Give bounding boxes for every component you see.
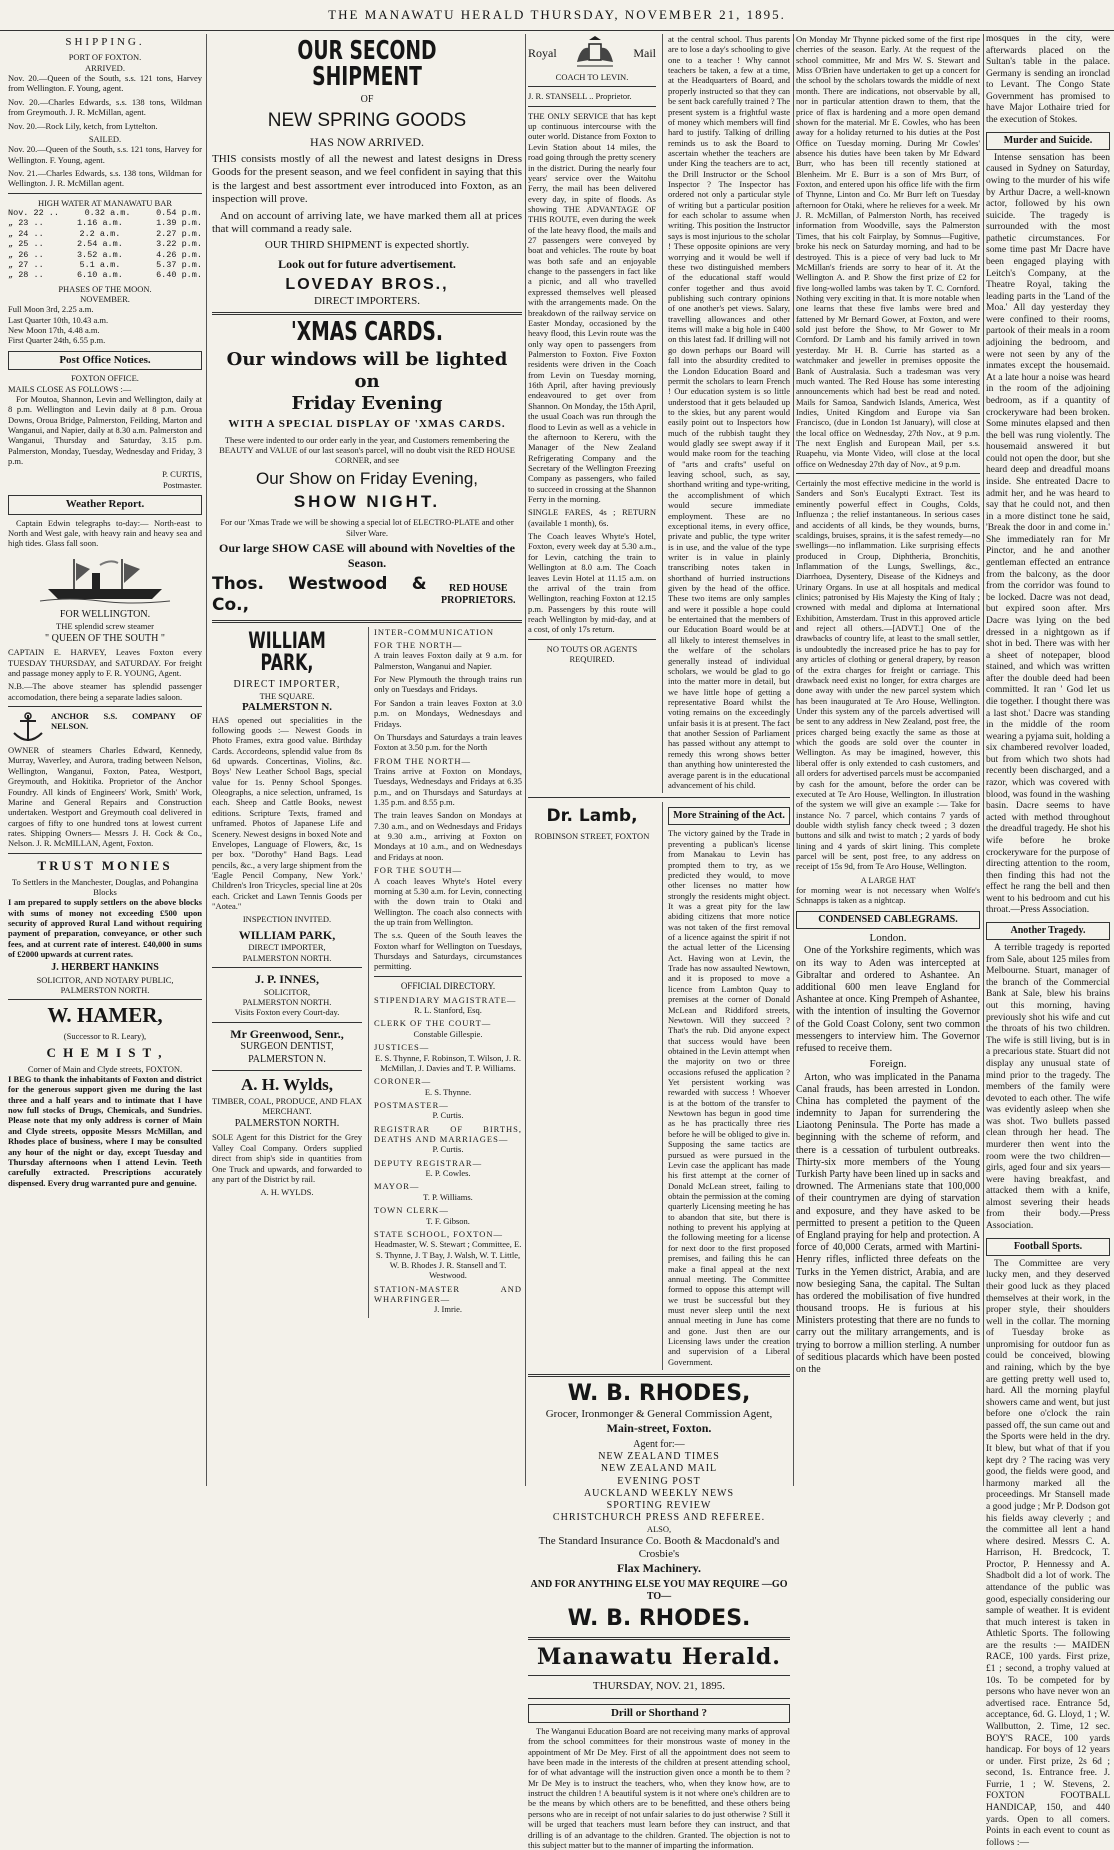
directory-office: STIPENDIARY MAGISTRATE— [374, 994, 517, 1005]
london-news: One of the Yorkshire regiments, which was on its way to Aden was intercepted at Gibraltar and ordered to Ashantee. An additional 600 men leave England for Ashantee at once. King Prempeh of Ashantee, with the intention of insulting the Governor of the Gold Coast Colony, sent two common messengers to interview him. The Governor refused to receive them. [796, 945, 980, 1054]
moon-phase: Last Quarter 10th, 10.43 a.m. [8, 314, 109, 325]
local-news: On Monday Mr Thynne picked some of the first ripe cherries of the season. Early. At the request of the school committee, Mr and Mrs W. S. Stewart and Miss O'Brien have undertaken to get up a concert for the school by the scholars towards the middle of next month. There are indications, not observable by all, nor in particular attention drawn to them, that the price of flax is hardening and a more open demand shown for the material. Mr E. Cowles, who has been away for a holiday returned to his duties at the Post Office on Tuesday morning. During Mr Cowles' absence his duties have been taken by Mr Edward Burr, who has been till recently stationed at Blenheim. Mr E. Burr is a son of Mrs Burr, of Foxton, and entered upon his office life with the firm of Thynne, Linton and Co. Mr Burr left on Tuesday afternoon for Otaki, where he relieves for a week. Mr J. R. McMillan, of Palmerston North, has received information from Woodville, says the Palmerston Times, that his colt Fairplay, by Somnus—Fugitive, broke his neck on Saturday morning, and had to be destroyed. This is a piece of very bad luck to Mr McMillan's friends are sorry to hear of it. At the Wellington A. and P. Show the first prize of £2 for five long-wolled lambs was taken by T. C. Cornford. Nothing very exciting in that. It is more notable when one learns that these five lambs were bred and fattened by Mr Bernard Gower, at Foxton, and were sold just before the Show, to Mr Gower to Mr Cornford. Dr Lamb and his family arrived in town yesterday. Mr H. B. Currie has started as a watchmaker and jeweller in premises opposite the Bank of Australasia. Such a tradesman was very much wanted. The Red House has some interesting announcements which had best be read and noted. Mails for Samoa, Sandwich Islands, America, West Indies, United Kingdom and Europe via San Francisco, (due in London 1st January), will close at the local office on Wednesday, 27th Nov., at 9 p.m. The next English and European Mail, per s.s. Ruapehu, via Monte Video, will close at the local office on Wednesday 27th day of Nov., at 9 p.m. [796, 34, 980, 469]
cablegrams-heading: CONDENSED CABLEGRAMS. [796, 911, 980, 929]
column-rule [983, 34, 984, 1486]
innes-role: SOLICITOR, [263, 986, 311, 997]
arrived-label: ARRIVED. [85, 62, 125, 73]
tide-row [8, 270, 202, 280]
tide-cell: 6.40 p.m. [156, 270, 202, 281]
royal-label: Royal [528, 45, 557, 60]
third-shipment: OUR THIRD SHIPMENT is expected shortly. [264, 239, 470, 252]
timetable-item: A coach leaves Whyte's Hotel every morning at 5.30 a.m. for Levin, connecting with the down train to Otaki and Wellington. The coach also connects with the up train from Wellington. [374, 875, 522, 927]
rhodes-role: Grocer, Ironmonger & General Commission Agent, [545, 1407, 773, 1420]
dentist-name: Mr Greenwood, Senr., [230, 1026, 344, 1041]
newspaper-agency: EVENING POST [617, 1475, 701, 1487]
inter-heading: INTER-COMMUNICATION [374, 626, 495, 637]
football-article: The Committee are very lucky men, and they deserved their good luck as they placed themselves at their work, in the proper style, their shoulders well in the collar. The morning of Tuesday broke as unpromising for outdoor fun as could be conceived, blowing and raining, which by the bye are getting pretty well used to, hard. All the morning playful showers came and went, but just before one o'clock the rain passed off, the sun came out and the Sports were held in the dry. It blew, but what of that if you kept dry ? The racing was very good, the fields were good, and harmony marked all the proceedings. Mr Stansell made a good judge ; Mr P. Dodson got his fields away cleverly ; and the committee all lent a hand where desired. Messrs C. A. Harrison, H. Bredcock, T. Proctor, P. Hennessy and A. Shadbolt did a lot of work. The attendance of the public was good, especially considering our sample of weather. It is evident that much interest is taken in Athletic Sports. The following are the results :— MAIDEN RACE, 100 yards. First prize, £1 ; second, a trophy valued at 10s. To be competed for by persons who have never won an advertised race. Entrance 5d, acceptance, 6d. G. Lloyd, 1 ; W. Wallbutton, 2. Time, 12 sec. BOY'S RACE, 100 yards handicap. For boys of 12 years or under. First prize, 2s 6d ; second, 1s. Entrance free. J. Furrie, 1 ; W. Stevens, 2. FOXTON FOOTBALL HANDICAP, 150, and 440 yards. Open to all comers. Points in each event to count as follows :— [986, 1258, 1110, 1848]
wylds-name: A. H. Wylds, [240, 1074, 334, 1094]
tide-row [8, 260, 202, 270]
editorial-text: at the central school. Thus parents are to lose a day's schooling to give one to a teacher ! Why cannot teachers be taken, a few at a time, at the Headquarters of Board, and properly instructed so that they can be sent back carefully trained ? The present system is a frightful waste of money which members will find hard to justify. Talking of drilling reminds us to ask the Board to ascertain whether the teachers are under King the teachers are to act, the Drill Instructor or the School Inspector ? The Inspector has ordered not only a particular style of writing but a particular position for each scholar to assume when writing. This position the Instructor says is most injurious to the scholar ! These opposite opinions are very worrying and it would be well if these two distinguished members of the educational staff would confer together and thus avoid publishing such contrary opinions of one another's pet views. Salary, travelling allowances and other items will make a big hole in £400 on this latest fad. If drilling will not go down perhaps our Board will fall into the absurdity credited to the London Education Board and permit the scholars to learn French ! Our education system is so little understood that it gets belauded up to the skies, but any parent would easily point out to Inspectors how much of the rubbish taught they would gladly see swept away if it would make room for the teaching of "arts and crafts" useful on leaving school, such, as say, shorthand writing and type-writing, the accomplishment of which would secure immediate employment. These are no exceptional items, in every office, private and public, the type writer is in use, and the value of the type writer is in value in plainly transcribing notes taken in shorthand of hurried instructions given by the head of the office. These two items are only samples and were it possible a hope could be entertained that the members of our Education Board would be at all likely to interest themselves in the welfare of the scholars generally instead of individual scholars, we would be glad to go into the matter more in detail, but we have little hope of getting a representative Board whilst the voting remains on the exceedingly unfair basis it is at present. The fact that another Session of Parliament has passed without any attempt to remedy this wrong shows better than anything how uninterested the average parent is in the educational advancement of his child. [668, 34, 790, 790]
tide-row [8, 250, 202, 260]
lookout-line: Look out for future advertisement. [278, 256, 456, 271]
coach-heading: COACH TO LEVIN. [555, 72, 629, 82]
tide-cell: 2.27 p.m. [156, 228, 202, 239]
directory-office: REGISTRAR OF BIRTHS, DEATHS AND MARRIAGES— [374, 1123, 522, 1145]
shipment-headline: OUR SECOND SHIPMENT [297, 36, 437, 92]
tide-row [8, 208, 202, 218]
newspaper-nameplate: Manawatu Herald. [537, 1644, 781, 1671]
trust-details: I am prepared to supply settlers on the above blocks with sums of money not exceeding £500 upon security of approved Rural Land without requiring payment of preparation, conveyance, or other such fees, and at current rate of interest. £40,000 in sums of £2000 upwards at current rates. [8, 897, 202, 960]
dentist-town: PALMERSTON N. [248, 1053, 326, 1065]
timetable-item: For New Plymouth the through trains run only on Tuesdays and Fridays. [374, 674, 522, 695]
shipment-of: OF [360, 94, 374, 105]
directory-office: STATION-MASTER AND WHARFINGER— [374, 1283, 522, 1305]
tide-cell: „ 23 .. [8, 218, 44, 229]
hamer-role: C H E M I S T , [46, 1044, 164, 1060]
murder-heading: Murder and Suicide. [986, 132, 1110, 150]
tide-row [8, 239, 202, 249]
hankins-role: SOLICITOR, AND NOTARY PUBLIC, [36, 974, 174, 985]
show-headline: Our Show on Friday Evening, [255, 468, 479, 488]
directory-office: DEPUTY REGISTRAR— [374, 1157, 483, 1168]
directory-holder: R. L. Stanford, Esq. [414, 1005, 482, 1016]
tide-cell: Nov. 22 .. [8, 208, 60, 219]
football-heading: Football Sports. [986, 1238, 1110, 1256]
south-label: FOR THE SOUTH— [374, 865, 462, 876]
steamer-name: " QUEEN OF THE SOUTH " [45, 633, 165, 645]
directory-holder: Constable Gillespie. [413, 1028, 483, 1039]
wylds-role: TIMBER, COAL, PRODUCE, AND FLAX MERCHANT. [212, 1095, 362, 1116]
arrival-item: Nov. 20.—Queen of the South, s.s. 121 tons, Harvey from Wellington. F. Young, agent. [8, 73, 202, 94]
directory-holder: P. Curtis. [432, 1110, 464, 1121]
from-north-label: FROM THE NORTH— [374, 755, 471, 766]
arrival-item: Nov. 20.—Charles Edwards, s.s. 138 tons, Wildman from Greymouth. J. R. McMillan, agent. [8, 96, 202, 118]
hamer-subheading: (Successor to R. Leary), [63, 1031, 147, 1042]
tide-cell: 1.39 p.m. [156, 218, 202, 229]
postmaster-role: Postmaster. [163, 479, 202, 490]
newspaper-agency: NEW ZEALAND MAIL [600, 1463, 718, 1475]
column-2 [212, 34, 522, 1486]
directory-office: STATE SCHOOL, FOXTON— [374, 1228, 504, 1239]
rhodes-name-2: W. B. RHODES. [567, 1606, 751, 1632]
directory-office: CORONER— [374, 1076, 432, 1087]
directory-office: CLERK OF THE COURT— [374, 1018, 492, 1029]
tide-cell: „ 27 .. [8, 259, 44, 270]
lamb-name: Dr. Lamb, [546, 806, 638, 827]
mails-close: MAILS CLOSE AS FOLLOWS :— [8, 383, 132, 394]
arrived-headline: HAS NOW ARRIVED. [309, 135, 425, 150]
tragedy-article: A terrible tragedy is reported from Sale, about 125 miles from Melbourne. Stuart, manager of the branch of the Commercial Bank at Sale, blew his brains out this morning, having previously shot his wife and cut the throats of his two children. The wife is still living, but is in a precarious state. Stuart did not display any unusual state of mind prior to the tragedy. The members of the family were devoted to each other. The wife was evidently asleep when she was shot. Two bullets passed clean through her head. The murderer then went into the room were the two children—girls, aged four and six years—were having breakfast, and attacked them with a knife, almost severing their heads from their body.—Press Association. [986, 943, 1110, 1232]
hamer-details: I BEG to thank the inhabitants of Foxton and district for the generous support given me during the last three and a half years and to intimate that I have now full stocks of Drugs, Chemicals, and Sundries. Please note that my only address is corner of Main and Clyde streets, opposite Messrs McMillan, and Rhodes place of business, where I may be consulted any hour of the night or day, except Tuesday and Thursday afternoons when I attend Levin. Teeth carefully extracted. Prescriptions accurately dispensed. Every drug warranted pure and genuine. [8, 1074, 202, 1188]
foreign-heading: Foreign. [869, 1058, 907, 1071]
arrival-item: Nov. 20.—Rock Lily, ketch, from Lyttelton. [8, 120, 158, 131]
weather-heading: Weather Report. [8, 495, 202, 514]
dentist-role: SURGEON DENTIST, [240, 1041, 334, 1053]
windows-headline: Our windows will be lighted on [226, 349, 508, 393]
timetable-item: The train leaves Sandon on Mondays at 7.30 a.m., and on Wednesdays and Fridays at 9.30 a.m., arriving at Foxton on Mondays at 10 a.m., and on Wednesdays and Fridays at noon. [374, 810, 522, 862]
postmaster-name: P. CURTIS, [162, 469, 202, 480]
column-rule [206, 34, 207, 1486]
straining-heading: More Straining of the Act. [668, 807, 790, 825]
innes-town: PALMERSTON NORTH. [242, 997, 332, 1008]
anchor-heading: ANCHOR S.S. COMPANY OF NELSON. [51, 711, 202, 732]
moon-heading: PHASES OF THE MOON. [58, 283, 152, 294]
timetable-item: For Sandon a train leaves Foxton at 3.0 p.m. on Mondays, Wednesdays and Fridays. [374, 697, 522, 729]
tragedy-heading: Another Tragedy. [986, 922, 1110, 940]
anchor-icon [8, 711, 48, 745]
moon-month: NOVEMBER. [80, 293, 130, 304]
coach-advert [528, 34, 656, 793]
column-5 [986, 34, 1110, 1848]
shipping-heading: SHIPPING. [65, 36, 145, 48]
drill-article: The Wanganui Education Board are not receiving many marks of approval from the school committees for their monstrous waste of money in the appointment of Mr De Mey. First of all the appointment does not seem to have been made in the interests of the children at present attending school, for of what advantage will the instruction given once a month be to them ? Mr De Mey is to instruct the teachers, who, when they know how, are to instruct the children ! A beautiful system is it not where one's children are to be the means by which others are to be benefitted, and these others being persons who are in receipt of not unfair salaries to do just otherwise ? Still it will be urged that teachers must learn before they can instruct, and that drilling is of an advantage to the children. Granted. The objection is not to this subject matter but to the manner of imparting the information. [528, 1725, 790, 1850]
rhodes-name: W. B. RHODES, [567, 1381, 751, 1407]
moon-phase: First Quarter 24th, 6.55 p.m. [8, 335, 106, 346]
foreign-news: Arton, who was implicated in the Panama Canal frauds, has been arrested in London. China has completed the payment of the indemnity to Japan for surrendering the Liaotong Peninsula. The Porte has made a beginning with the scheme of reform, and there is a cessation of turbulent outbreaks. Thirty-six more members of the Young Turkish Party have been lined up in sacks and drowned. The Armenians state that 100,000 of their countrymen are dying of starvation and exposure, and they have asked to be permitted to present a petition to the Queen of England praying for help and protection. A force of 40,000 Cerats, armed with Martini-Henry rifles, inflicted three defeats on the Turks in the Yemen district, Arabia, and are now besieging Sana, the capital. The Sultan has ordered the mobilisation of five hundred thousand troops. He is furious at his Ministers protesting that there are no funds to carry out the military arrangements, and is trying to borrow a million sterling. A number of seditious placards which have been posted on the [796, 1071, 980, 1376]
wylds-town: PALMERSTON NORTH. [234, 1118, 340, 1130]
tide-cell: 6.10 a.m. [76, 270, 123, 281]
coach-schedule: The Coach leaves Whyte's Hotel, Foxton, every week day at 5.30 a.m., for Levin, catching the train to Wellington at 8.0 a.m. The Coach leaves Levin Hotel at 11.15 a.m. on the arrival of the train from Wellington, reaching Foxton at 12.15 p.m. Passengers by this route will reach Wellington by mid-day, and at a cost, of only 17s return. [528, 531, 656, 635]
steamer-note: N.B.—The above steamer has splendid passenger accomodation, there being a separate ladies saloon. [8, 681, 202, 702]
london-heading: London. [869, 932, 907, 945]
timetable-item: A train leaves Foxton daily at 9 a.m. for Palmerston, Wanganui and Napier. [374, 650, 522, 671]
trust-subheading: To Settlers in the Manchester, Douglas, and Pohangina Blocks [11, 876, 199, 897]
column-1 [8, 34, 202, 1486]
timetable-item: The s.s. Queen of the South leaves the Foxton wharf for Wellington on Tuesdays, Thursdays and Saturdays, circumstances permitting. [374, 930, 522, 972]
tide-row [8, 229, 202, 239]
park-advert [212, 627, 362, 1318]
newspaper-agency: SPORTING REVIEW [606, 1499, 712, 1511]
royal-coat-of-arms-icon [573, 34, 617, 72]
park-role: DIRECT IMPORTER, [233, 678, 341, 690]
tide-heading: HIGH WATER AT MANAWATU BAR [37, 197, 173, 208]
show-case-line: Our large SHOW CASE will abound with Novelties of the Season. [219, 540, 515, 570]
large-hat-heading: A LARGE HAT [860, 874, 916, 885]
park-name: WILLIAM PARK, [248, 628, 326, 676]
loveday-name: LOVEDAY BROS., [285, 276, 449, 294]
sailing-item: Nov. 21.—Charles Edwards, s.s. 138 tons, Wildman for Wellington. J. R. McMillan agent. [8, 168, 202, 189]
newspaper-agency: CHRISTCHURCH PRESS AND REFEREE. [552, 1512, 766, 1524]
tide-cell: 5.37 p.m. [156, 259, 202, 270]
port-heading: PORT OF FOXTON. [68, 52, 142, 63]
westwood-name: Thos. Westwood & Co., [212, 574, 427, 615]
wellington-heading: FOR WELLINGTON. [59, 608, 151, 620]
trust-heading: TRUST MONIES [37, 857, 173, 873]
weather-report: Captain Edwin telegraphs to-day:— North-east to North and West gale, with heavy rain and heavy sea and high tides. Glass fall soon. [8, 517, 202, 549]
no-touts: NO TOUTS OR AGENTS REQUIRED. [546, 643, 638, 665]
red-house-proprietors: RED HOUSE PROPRIETORS. [440, 582, 516, 606]
column-3 [528, 34, 790, 1850]
tide-cell: 3.22 p.m. [156, 239, 202, 250]
post-office-name: FOXTON OFFICE. [71, 373, 139, 384]
directory-holder: T. F. Gibson. [426, 1215, 470, 1226]
park-town-2: PALMERSTON NORTH. [242, 952, 332, 963]
wylds-details: SOLE Agent for this District for the Grey Valley Coal Company. Orders supplied direct from ship's side in quantities from One Truck and upwards, and forwarded to any part of the District by rail. [212, 1132, 362, 1184]
directory-office: TOWN CLERK— [374, 1205, 449, 1216]
directory-office: POSTMASTER— [374, 1099, 449, 1110]
directory-holder: T. P. Williams. [423, 1191, 473, 1202]
park-town: PALMERSTON N. [241, 701, 333, 714]
directory-holder: E. S. Thynne. [424, 1086, 472, 1097]
coach-fares: SINGLE FARES, 4s ; RETURN (available 1 month), 6s. [528, 507, 656, 528]
tide-row [8, 218, 202, 228]
straining-article: The victory gained by the Trade in preventing a publican's license from Manakau to Levin has prompted them to try, as we predicted they would, to move other licenses no matter how strongly the residents might object. It was a great pity for the law abiding citizens that more notice was not taken of the first removal of a licence against the spirit if not the actual letter of the Licensing Act. Having won at Levin, the Trade has now assaulted Newtown, and it is proposed to move a licence from Lambton Quay to premises at the corner of Donald McLean and Riddiford streets, Newtown. Will they succeed ? That's the rub. Did anyone expect that success would have been obtained in the Levin attempt when the majority on two or three occasions refused the application ? Yet persistent working was rewarded with success ! Whoever is at the bottom of the transfer to Newtown has begun in good time as he has practically three ries before he will be obliged to give in. Supposing the same tactics are pursued as were pursued in the Levin case the applicant has made his first attempt at the corner of Donald McLean street, failing to obtain the permission at the coming quarterly Licensing meeting he has to abandon that site, but there is nothing to prevent his applying at the following meeting for a license for next door to the first proposed premises, and failing this he can make a final appeal at the next annual meeting. The Committee formed to oppose this attempt will we trust be successful but they must never sleep until the next annual meeting in June has come and gone. Just then are our Licensing laws under the creation and supervision of a Liberal Government. [668, 828, 790, 1367]
hankins-town: PALMERSTON NORTH. [60, 985, 150, 995]
innes-name: J. P. INNES, [255, 972, 319, 987]
foreign-news-continued: mosques in the city, were afterwards placed on the Sultan's table in the palace. Germany is sending an ironclad to Levant. The Congo State Government has promised to have Major Lothaire tried for the execution of Stokes. [986, 34, 1110, 126]
tide-cell: 4.26 p.m. [156, 249, 202, 260]
anything-else: AND FOR ANYTHING ELSE YOU MAY REQUIRE —GO TO— [530, 1579, 788, 1603]
tide-cell: 0.54 p.m. [156, 208, 202, 219]
lamb-address: ROBINSON STREET, FOXTON [534, 830, 650, 841]
advertorial-text: Certainly the most effective medicine in the world is Sanders and Son's Eucalypti Extract. Test its eminently powerful effect in Coughs, Colds, Influenza ; the relief instantaneous. In serious cases and accidents of all kinds, be they wounds, burns, scaldings, bruises, sprains, it is the safest remedy—no swellings—no inflammation. Like surprising effects produced in Croup, Diphtheria, Bronchitis, Inflammation of the Lungs, Swellings, &c., Diarrhoea, Dysentery, Disease of the Kidneys and Urinary Organs. In use at all hospitals and medical clinics; patronised by His Majesty the King of Italy ; crowned with medal and diploma at International Exhibition, Amsterdam. Trust in this approved article and reject all others.—[ADVT.] One of the drawbacks of country life, at least to the small settler, is undoubtedly the increased price he has to pay for any articles of clothing or general drapery, by reason of the extra charges for freight or carriage. This drawback need exist no longer, for extra charges are done away with under the new parcel system which has been inaugurated at Te Aro House, Wellington. Under this system any of the parcels advertised will be sent to any address in New Zealand, post free, the prices charged being exactly the same as those at which the goods are sold over the counter in Wellington. As may be imagined, however, this liberal offer is only extended to cash customers, and all orders for advertised parcels must be accompanied by cash for the amount, before the order can be executed at Te Aro House, Wellington. In illustration of the system we will give an example :— Take for instance No. 7 parcel, which contains 7 yards of double width stylish fancy check tweed ; 3 dozen buttons and silk and twist to match ; 2 yards of body lining and 4 yards of skirt lining. This complete parcel will be sent, post free, to any address on receipt of 15s 9d, from Te Aro House, Wellington. [796, 478, 980, 872]
post-office-heading: Post Office Notices. [8, 351, 202, 370]
official-directory-heading: OFFICIAL DIRECTORY. [400, 980, 496, 991]
timetable-item: On Thursdays and Saturdays a train leaves Foxton at 3.50 p.m. for the North [374, 731, 522, 753]
directory-holder: P. Curtis. [432, 1144, 464, 1155]
moon-phase: Full Moon 3rd, 2.25 a.m. [8, 304, 94, 315]
tide-cell: 0.32 a.m. [84, 208, 131, 219]
directory-holder: Headmaster, W. S. Stewart ; Committee, E. S. Thynne, J. T Bay, J. Walsh, W. T. Little, W. B. Rhodes J. R. Stansell and T. Westwood. [374, 1239, 522, 1281]
loveday-role: DIRECT IMPORTERS. [313, 294, 421, 307]
tide-cell: 3.52 a.m. [76, 249, 123, 260]
tide-cell: 5.1 a.m. [79, 259, 121, 270]
tide-cell: 1.16 a.m. [76, 218, 123, 229]
directory-office: MAYOR— [374, 1181, 420, 1192]
tide-cell: „ 25 .. [8, 239, 44, 250]
column-4 [796, 34, 980, 1486]
column-rule [793, 34, 794, 1486]
also-label: ALSO, [646, 1524, 672, 1535]
friday-headline: Friday Evening [291, 393, 443, 415]
hamer-name: W. HAMER, [47, 1003, 163, 1028]
directory-holder: J. Imrie. [433, 1304, 463, 1315]
anchor-details: OWNER of steamers Charles Edward, Kennedy, Murray, Waverley, and Aurora, trading between Nelson, Wellington, Wanganui, Foxton, Patea, Westport, Greymouth, and Hokitika. Proprietor of the Anchor Foundry. All kinds of Engineers' Work, Smith' Work, Marine and General Repairs and Construction undertaken. Westport and Greymouth coal delivered in cargoes of fifty to one hundred tons at lowest current rates. Shipping Owners— Messrs J. H. Cock & Co., Nelson. J. R. McMILLAN, Agent, Foxton. [8, 745, 202, 849]
timetable-item: Trains arrive at Foxton on Mondays, Tuesdays, Wednesdays and Fridays at 6.35 p.m., and on Thursdays and Saturdays at 1.35 p.m. and 8.55 p.m. [374, 765, 522, 808]
moon-phase: New Moon 17th, 4.48 a.m. [8, 325, 100, 336]
editorial-continued [662, 34, 790, 793]
tide-cell: „ 28 .. [8, 270, 44, 281]
park-name-2: WILLIAM PARK, [238, 927, 336, 942]
north-label: FOR THE NORTH— [374, 639, 463, 650]
tide-cell: „ 26 .. [8, 249, 44, 260]
xmas-cards-headline: 'XMAS CARDS. [290, 317, 444, 348]
shipment-details: THIS consists mostly of all the newest and latest designs in Dress Goods for the present season, and we feel confident in saying that this is the largest and best assortment ever introduced into Foxton, as an inspection will prove. [212, 152, 522, 206]
post-schedule: For Moutoa, Shannon, Levin and Wellington, daily at 8 p.m. Wellington and Levin daily at 8 p.m. Oroua Downs, Oroua Bridge, Palmerston, Feilding, Marton and Wanganui, and Napier, daily at 8.30 a.m. Palmerston and Wanganui, Thursday and Saturday, 3.15 p.m. Palmerston, Monday, Tuesday, Wednesday and Friday, 3 p.m. [8, 393, 202, 467]
wylds-signature: A. H. WYLDS. [260, 1187, 314, 1198]
hamer-address: Corner of Main and Clyde streets, FOXTON. [27, 1063, 183, 1074]
inspection-line: INSPECTION INVITED. [242, 914, 332, 925]
newspaper-agency: NEW ZEALAND TIMES [598, 1451, 720, 1463]
official-directory [374, 995, 522, 1315]
indented-note: These were indented to our order early in the year, and Customers remembering the BEAUTY and VALUE of our last season's parcel, will no doubt visit the RED HOUSE CORNER, and see [219, 434, 515, 466]
spring-goods-headline: NEW SPRING GOODS [267, 110, 467, 132]
newspaper-agency: AUCKLAND WEEKLY NEWS [583, 1487, 735, 1499]
steamer-intro: THE splendid screw steamer [56, 620, 154, 631]
directory-office: JUSTICES— [374, 1042, 430, 1053]
coach-details: THE ONLY SERVICE that has kept up continuous intercourse with the outer world. Distance from Foxton to Levin Station about 14 miles, the road going through the pretty scenery in the district. During the nearly four years' service over the Waitohu Ferry, the mail has been delivered every day, in spite of floods. As showing THE ADVANTAGE OF THIS ROUTE, even during the week of the late heavy flood, the mails and 27 passengers were conveyed by boat and vehicles. The route by boat was both safe and an enjoyable change to the passengers in fact like a picnic, and all who travelled expressed themselves well pleased with the arrangements made. On the breakdown of the railway service on Easter Monday, occasioned by the heavy flood, this Levin route was the only way open to passengers from Palmerston to Foxton. Five Foxton residents were driven in the Coach from Levin on Tuesday morning, 16th April, after having previously endeavoured to get over from Shannon. On Monday, the 15th April, the usual Coach was run through the flood to Levin as well as a vehicle in the afternoon to Kereru, with the Manager of the New Zealand Refrigerating Company and the Secretary of the Wellington Freezing Company as passengers, who failed to succeed in crossing at the Shannon Ferry in the morning. [528, 110, 656, 505]
display-line: WITH A SPECIAL DISPLAY OF 'XMAS CARDS. [228, 418, 506, 431]
steamer-illustration [40, 555, 170, 603]
insurance-agency: The Standard Insurance Co. Booth & Macdonald's and Crosbie's [538, 1534, 780, 1561]
column-rule [525, 34, 526, 1486]
mail-label: Mail [633, 45, 656, 60]
tide-cell: 2.54 a.m. [76, 239, 123, 250]
tide-cell: „ 24 .. [8, 228, 44, 239]
shipment-prices: And on account of arriving late, we have marked them all at prices that will command a ready sale. [212, 209, 522, 236]
inter-communication [368, 627, 522, 1318]
sailed-label: SAILED. [88, 133, 122, 144]
masthead: THE MANAWATU HERALD THURSDAY, NOVEMBER 21, 1895. [0, 0, 1114, 31]
flax-machinery: Flax Machinery. [617, 1561, 701, 1576]
innes-note: Visits Foxton every Court-day. [234, 1007, 340, 1018]
hankins-name: J. HERBERT HANKINS [51, 962, 159, 974]
tide-table [8, 208, 202, 281]
murder-article: Intense sensation has been caused in Sydney on Saturday, owing to the murder of his wife by Arthur Dacre, a well-known actor, followed by his own suicide. The tragedy is surrounded with the most pathetic circumstances. For some time past Mr Dacre have been engaged playing with Leitch's Company, at the Theatre Royal, taking the leading parts in the 'Land of the Moa.' All day yesterday they were confined to their rooms, partook of their meals in a room adjoining the bedroom, and were not seen by any of the inmates except the housemaid. At a late hour a noise was heard in the room of the adjoining bedroom, as if a quantity of crockeryware had been broken. Some minutes elapsed and then the bell was rung violently. The housemaid answered it but could not open the door, but she heard deep and dreadful moans inside. She entreated Dacre to admit her, and he was heard to say that he could not, and then in a more distinct tone he said, 'Break the door in and come in.' She immediately ran for Mr Pinctor, and he and another gentleman effected an entrance from the balcony, as the door from the corridor was found to be locked. Dacre was not dead, but expired soon after. Mrs Dacre was lying on the bed dressed in a nightgown as if shot in bed. There was with her a sheet of notepaper, blood stained, and which was written after the double deed had been committed. It ran ' God let us die together. I thought there was a last shot.' Dacre was standing in the middle of the room wearing a pyjama suit, holding a six chambered revolver loaded, but from which two shots had recently been discharged, and a razor, which was covered with blood, was found in the washing basin. Dacre seems to have acted with method throughout the dreadful tragedy. He shot his wife before he broke crockeryware for the purpose of directing attention to the room, then finding this had not the effect he rang the bell and then went to his bedroom and cut his throat.—Press Association. [986, 152, 1110, 916]
rhodes-address: Main-street, Foxton. [606, 1421, 712, 1436]
sailing-item: Nov. 20.—Queen of the South, s.s. 121 tons, Harvey for Wellington. F. Young, agent. [8, 144, 202, 165]
coach-proprietor: J. R. STANSELL .. Proprietor. [528, 91, 632, 102]
park-goods: HAS opened out specialities in the following goods :— Newest Goods in Photo Frames, extra good value. Birthday Cards. Accordeons, splendid value from 8s 6d upwards. Concertinas, Violins, &c. Boys' New Leather School Bags, special value for 1s. Penny School Sponges. Oleographs, a nice selection, unframed, 1s each. Sheep and Cattle Books, newest editions. Scripture Texts, framed and unframed. Photos of Japanese Life and Scenery. Newest designs in boxed Note and Envelopes, Language of Flowers, &c, 1s per box. "Dorothy" Hand Bags. Lead pencils, &c., a very large shipment from the 'Eagle Pencil Company, New York.' Children's Iron Tricycles, special line at 20s each. Cricket and Lawn Tennis Goods per "Aotea." [212, 714, 362, 912]
steamer-details: CAPTAIN E. HARVEY, Leaves Foxton every TUESDAY THURSDAY, and SATURDAY. For freight and passage money apply to F. R. YOUNG, Agent. [8, 647, 202, 679]
directory-holder: E. S. Thynne, F. Robinson, T. Wilson, J. R. McMillan, J. Davies and T. P. Williams. [375, 1052, 521, 1073]
agent-for: Agent for:— [633, 1438, 685, 1450]
issue-date: THURSDAY, NOV. 21, 1895. [592, 1680, 726, 1693]
drill-heading: Drill or Shorthand ? [528, 1704, 790, 1723]
park-address: THE SQUARE. [259, 690, 315, 701]
tide-cell: 2.2 a.m. [79, 228, 121, 239]
park-role-2: DIRECT IMPORTER, [248, 942, 326, 953]
electro-plate-note: For our 'Xmas Trade we will be showing a special lot of ELECTRO-PLATE and other Silver Ware. [220, 517, 514, 538]
directory-holder: E. P. Cowles. [425, 1168, 471, 1179]
large-hat-text: for morning wear is not necessary when Wolfe's Schnapps is taken as a nightcap. [796, 885, 980, 906]
show-night: SHOW NIGHT. [293, 492, 441, 512]
